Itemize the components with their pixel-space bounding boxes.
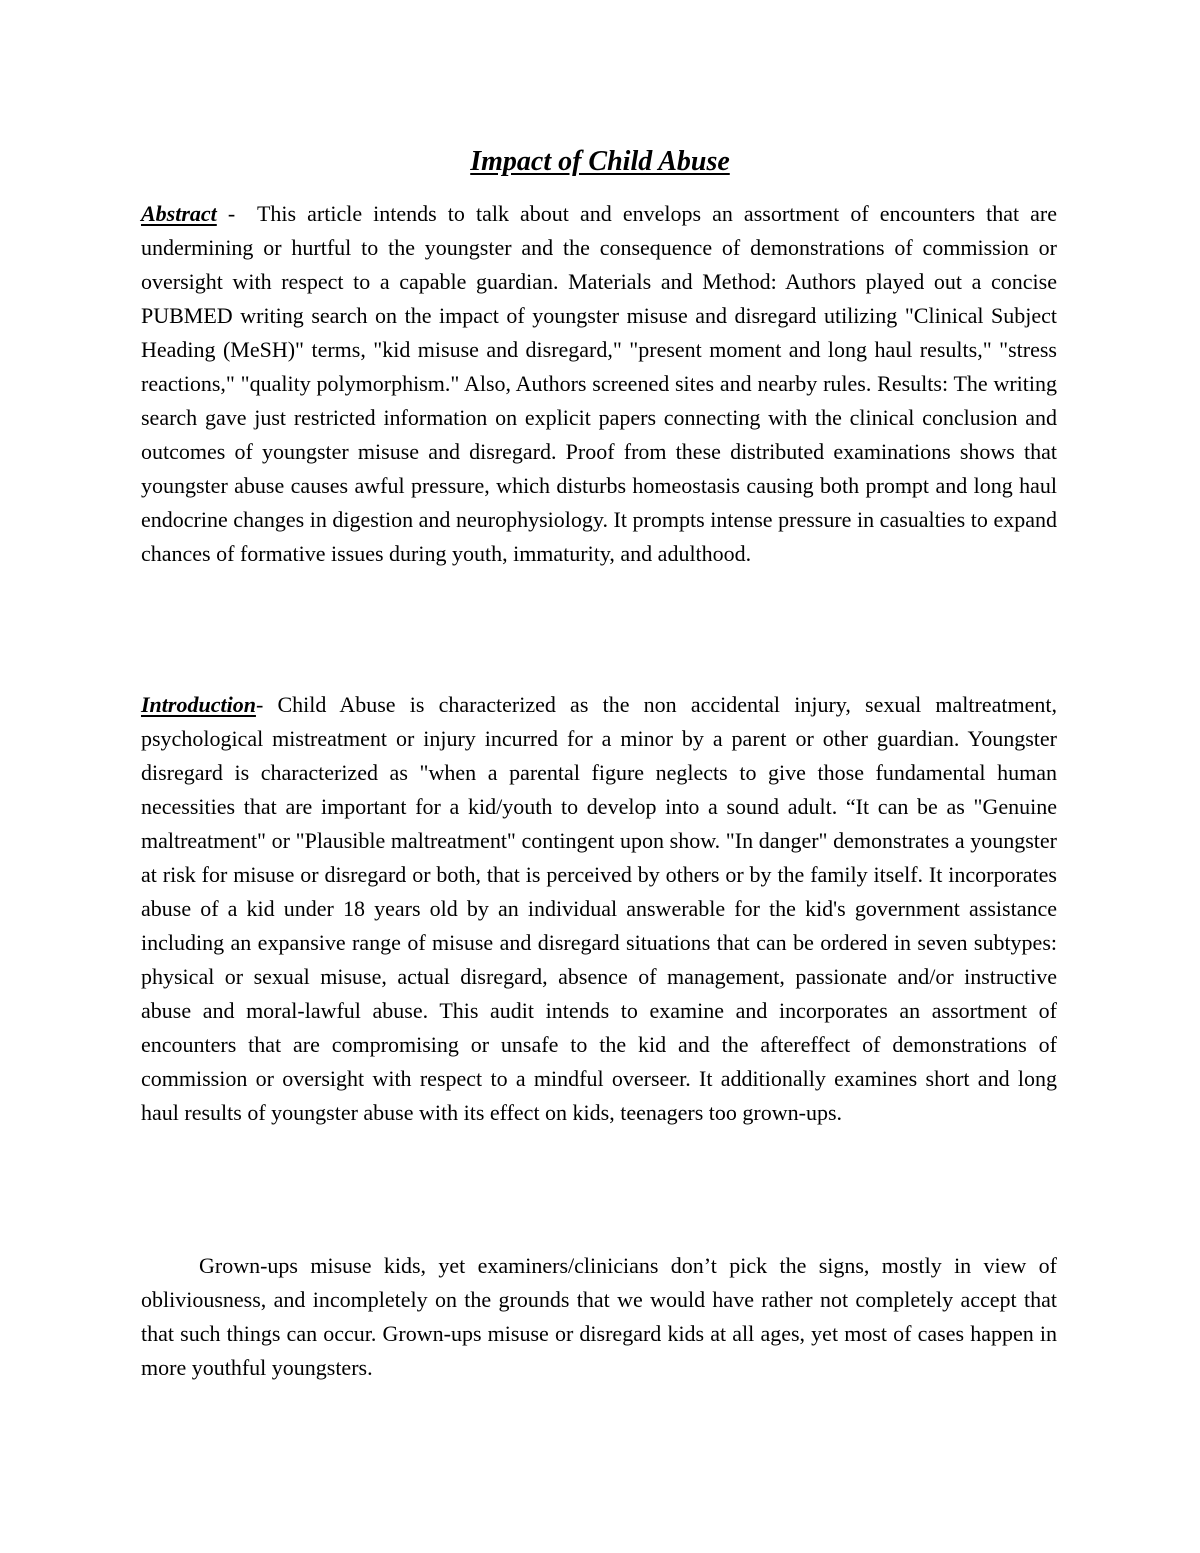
abstract-paragraph [141, 197, 1057, 571]
body-paragraph-text: Grown-ups misuse kids, yet examiners/clinicians don’t pick the signs, mostly in view of obliviousness, and incompletely on the grounds that we would have rather not completely accept that that such things can occur. Grown-ups misuse or disregard kids at all ages, yet most of cases happen in more youthful youngsters. [141, 1253, 1057, 1380]
document-title: Impact of Child Abuse [470, 146, 730, 177]
introduction-text: Child Abuse is characterized as the non accidental injury, sexual maltreatment, psychological mistreatment or injury incurred for a minor by a parent or other guardian. Youngster disregard is characterized as "when a parental figure neglects to give those fundamental human necessities that are important for a kid/youth to develop into a sound adult. “It can be as "Genuine maltreatment" or "Plausible maltreatment" contingent upon show. "In danger" demonstrates a youngster at risk for misuse or disregard or both, that is perceived by others or by the family itself. It incorporates abuse of a kid under 18 years old by an individual answerable for the kid's government assistance including an expansive range of misuse and disregard situations that can be ordered in seven subtypes: physical or sexual misuse, actual disregard, absence of management, passionate and/or instructive abuse and moral-lawful abuse. This audit intends to examine and incorporates an assortment of encounters that are compromising or unsafe to the kid and the aftereffect of demonstrations of commission or oversight with respect to a mindful overseer. It additionally examines short and long haul results of youngster abuse with its effect on kids, teenagers too grown-ups. [141, 692, 1057, 1125]
introduction-paragraph [141, 688, 1057, 1130]
abstract-text: This article intends to talk about and envelops an assortment of encounters that are undermining or hurtful to the youngster and the consequence of demonstrations of commission or oversight with respect to a capable guardian. Materials and Method: Authors played out a concise PUBMED writing search on the impact of youngster misuse and disregard utilizing "Clinical Subject Heading (MeSH)" terms, "kid misuse and disregard," "present moment and long haul results," "stress reactions," "quality polymorphism." Also, Authors screened sites and nearby rules. Results: The writing search gave just restricted information on explicit papers connecting with the clinical conclusion and outcomes of youngster misuse and disregard. Proof from these distributed examinations shows that youngster abuse causes awful pressure, which disturbs homeostasis causing both prompt and long haul endocrine changes in digestion and neurophysiology. It prompts intense pressure in casualties to expand chances of formative issues during youth, immaturity, and adulthood. [141, 201, 1057, 566]
body-paragraph [141, 1249, 1057, 1385]
introduction-separator: - [255, 692, 278, 717]
abstract-separator: - [216, 201, 257, 226]
introduction-label: Introduction [141, 692, 256, 717]
abstract-label: Abstract [141, 201, 217, 226]
